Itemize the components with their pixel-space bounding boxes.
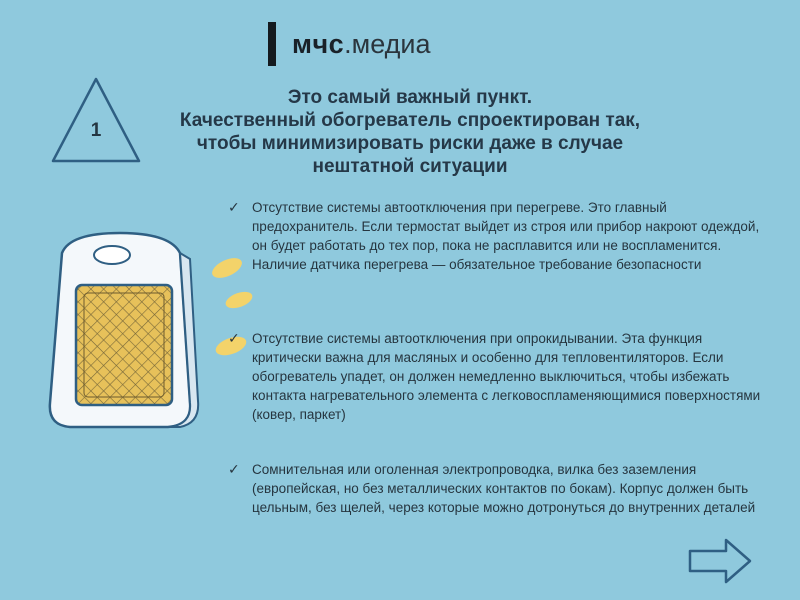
list-item (228, 460, 768, 517)
right-arrow-icon (690, 540, 750, 582)
checkmark-icon: ✓ (228, 461, 240, 477)
checkmark-icon: ✓ (228, 330, 240, 346)
checkmark-icon: ✓ (228, 199, 240, 215)
title-line: Это самый важный пункт. (287, 87, 533, 108)
brand-logo (268, 22, 431, 66)
logo-light-text: .медиа (344, 28, 431, 59)
page-title (160, 86, 660, 178)
next-slide-button[interactable] (688, 538, 752, 584)
title-line: Качественный обогреватель спроектирован так, (179, 110, 641, 131)
list-item (228, 329, 768, 424)
list-item-text: Сомнительная или оголенная электропроводка, вилка без заземления (европейская, но без металлических контактов по бокам). Корпус должен быть цельным, без щелей, через которые можно дотронуться до внутренних деталей (252, 462, 756, 515)
logo-bold-text: мчс (292, 28, 345, 59)
logo-bar (268, 22, 276, 66)
list-item-text: Отсутствие системы автоотключения при опрокидывании. Эта функция критически важна для масляных и особенно для тепловентиляторов. Если обогреватель упадет, он должен немедленно выключиться, чтобы избежать контакта нагревательного элемента с легковоспламеняющимися поверхностями (ковер, паркет) (252, 331, 761, 422)
list-item-text: Отсутствие системы автоотключения при перегреве. Это главный предохранитель. Если термостат выйдет из строя или прибор накроют одеждой, он будет работать до тех пор, пока не расплавится или не воспламенится. Наличие датчика перегрева — обязательное требование безопасности (252, 200, 760, 272)
title-line: чтобы минимизировать риски даже в случае (196, 133, 624, 154)
step-number: 1 (90, 120, 102, 141)
title-line: нештатной ситуации (312, 156, 508, 177)
list-item (228, 198, 768, 274)
fan-heater-icon (40, 225, 200, 435)
